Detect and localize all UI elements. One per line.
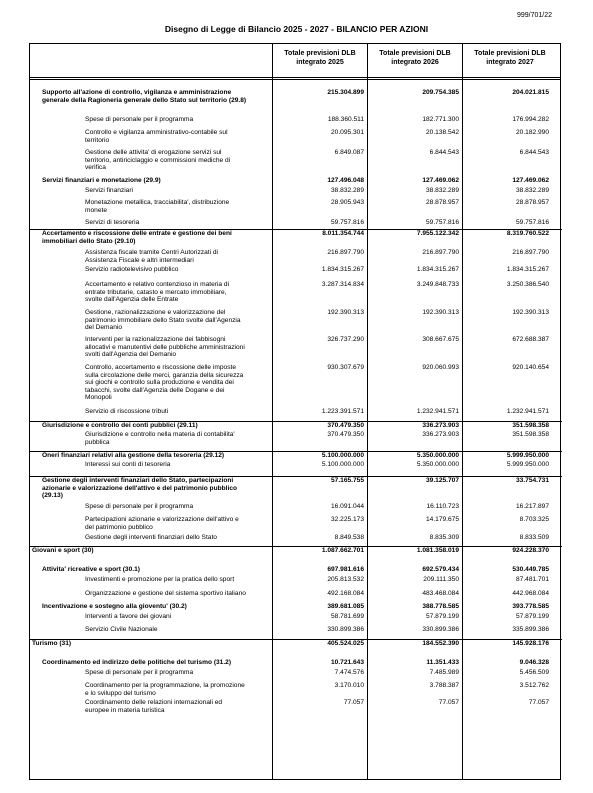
value-2026: 1.081.358.019 xyxy=(416,547,459,554)
value-2025: 5.100.000.000 xyxy=(321,461,364,468)
value-2027: 924.228.370 xyxy=(512,547,549,554)
value-2026: 192.390.313 xyxy=(422,309,459,316)
row-label: Spese di personale per il programma xyxy=(85,503,194,510)
row-label: Coordinamento delle relazioni internazionali ed europee in materia turistica xyxy=(85,699,223,714)
value-2025: 7.474.576 xyxy=(334,669,364,676)
document-code: 999/701/22 xyxy=(516,12,552,19)
row-label: Giurisdizione e controllo dei conti pubblici (29.11) xyxy=(42,422,198,429)
row-label: Attivita' ricreative e sport (30.1) xyxy=(42,566,140,573)
value-2025: 38.832.289 xyxy=(330,187,364,194)
value-2026: 184.552.390 xyxy=(422,640,459,647)
section-row xyxy=(30,476,562,500)
value-2025: 215.304.899 xyxy=(327,89,364,96)
row-label: Interessi sui conti di tesoreria xyxy=(85,461,171,468)
value-2026: 7.485.989 xyxy=(429,669,459,676)
row-label: Gestione delle attivita' di erogazione servizi sul territorio, antiriciclaggio e commissioni mediche di verifica xyxy=(85,149,231,172)
value-2027: 145.928.176 xyxy=(512,640,549,647)
value-2025: 127.496.048 xyxy=(327,177,364,184)
value-2025: 405.524.025 xyxy=(327,640,364,647)
value-2025: 370.479.350 xyxy=(327,422,364,429)
value-2026: 5.350.000.000 xyxy=(416,461,459,468)
value-2027: 16.217.897 xyxy=(515,503,549,510)
value-2027: 57.879.199 xyxy=(515,613,549,620)
value-2026: 3.249.848.733 xyxy=(416,281,459,288)
row-label: Accertamento e riscossione delle entrate e gestione dei beni immobiliari dello Stato (29.10) xyxy=(42,230,232,245)
value-2026: 8.835.309 xyxy=(429,534,459,541)
value-2025: 326.737.290 xyxy=(327,336,364,343)
section-row xyxy=(30,639,562,647)
row-label: Incentivazione e sostegno alla gioventu' (30.2) xyxy=(42,603,187,610)
value-2026: 330.899.386 xyxy=(422,626,459,633)
row-label: Giurisdizione e controllo nella materia di contabilita' pubblica xyxy=(85,431,235,446)
value-2026: 209.111.350 xyxy=(423,576,459,583)
value-2026: 57.879.199 xyxy=(425,613,459,620)
value-2027: 8.319.760.522 xyxy=(506,230,549,237)
row-label: Gestione degli interventi finanziari dello Stato, partecipazioni azionarie e valorizzazione dell'attivo e del patrimonio pubblico (29.13) xyxy=(42,477,238,500)
row-label: Organizzazione e gestione del sistema sportivo italiano xyxy=(85,590,246,597)
value-2027: 1.232.941.571 xyxy=(506,408,549,415)
column-header-2025: Totale previsioni DLB integrato 2025 xyxy=(284,50,356,66)
value-2026: 77.057 xyxy=(438,699,459,706)
value-2027: 1.834.315.267 xyxy=(506,266,549,273)
row-label: Investimenti e promozione per la pratica dello sport xyxy=(85,576,235,583)
row-label: Giovani e sport (30) xyxy=(32,547,94,554)
value-2026: 39.125.707 xyxy=(425,477,459,484)
value-2026: 38.832.289 xyxy=(425,187,459,194)
value-2025: 205.813.532 xyxy=(327,576,364,583)
value-2026: 388.778.585 xyxy=(422,603,459,610)
value-2027: 192.390.313 xyxy=(512,309,549,316)
value-2025: 58.781.699 xyxy=(330,613,364,620)
value-2027: 204.021.815 xyxy=(512,89,549,96)
value-2025: 1.223.391.571 xyxy=(321,408,364,415)
value-2027: 8.703.325 xyxy=(519,516,549,523)
row-label: Oneri finanziari relativi alla gestione della tesoreria (29.12) xyxy=(42,452,225,459)
value-2027: 176.994.282 xyxy=(512,116,549,123)
value-2026: 308.667.675 xyxy=(422,336,459,343)
row-label: Servizi di tesoreria xyxy=(85,219,140,226)
section-row xyxy=(30,421,562,429)
value-2027: 530.449.785 xyxy=(512,566,549,573)
value-2025: 188.360.511 xyxy=(327,116,364,123)
value-2025: 8.849.538 xyxy=(334,534,364,541)
value-2027: 216.897.790 xyxy=(512,249,549,256)
value-2026: 5.350.000.000 xyxy=(416,452,459,459)
row-label: Controllo e vigilanza amministrativo-contabile sul territorio xyxy=(85,129,228,144)
column-header-2026: Totale previsioni DLB integrato 2026 xyxy=(379,50,451,66)
value-2027: 87.481.701 xyxy=(515,576,549,583)
value-2026: 692.579.434 xyxy=(422,566,459,573)
column-header-2027: Totale previsioni DLB integrato 2027 xyxy=(474,50,546,66)
value-2025: 192.390.313 xyxy=(327,309,364,316)
value-2025: 3.287.314.834 xyxy=(321,281,364,288)
value-2027: 335.899.386 xyxy=(512,626,549,633)
value-2025: 930.307.679 xyxy=(327,364,364,371)
value-2026: 127.469.062 xyxy=(422,177,459,184)
value-2026: 1.232.941.571 xyxy=(416,408,459,415)
value-2025: 6.849.087 xyxy=(334,149,364,156)
row-label: Gestione, razionalizzazione e valorizzazione del patrimonio immobiliare dello Stato svolte dall'Agenzia del Demanio xyxy=(85,309,241,332)
value-2027: 20.182.990 xyxy=(515,129,549,136)
value-2025: 32.225.173 xyxy=(330,516,364,523)
value-2027: 77.057 xyxy=(528,699,549,706)
value-2025: 492.168.084 xyxy=(327,590,364,597)
row-label: Accertamento e relativo contenzioso in materia di entrate tributarie, catasto e mercato immobiliare, svolte dall'Agenzia delle Entrate xyxy=(85,281,230,304)
value-2025: 1.087.662.701 xyxy=(321,547,364,554)
value-2027: 5.999.950.000 xyxy=(506,461,549,468)
value-2027: 38.832.289 xyxy=(515,187,549,194)
value-2027: 672.688.387 xyxy=(512,336,549,343)
value-2027: 28.878.957 xyxy=(515,199,549,206)
value-2027: 33.754.731 xyxy=(515,477,549,484)
column-divider xyxy=(367,44,368,779)
value-2026: 216.897.790 xyxy=(422,249,459,256)
value-2025: 77.057 xyxy=(343,699,364,706)
value-2025: 16.091.044 xyxy=(330,503,364,510)
row-label: Partecipazioni azionarie e valorizzazione dell'attivo e del patrimonio pubblico xyxy=(85,516,239,531)
value-2025: 59.757.816 xyxy=(330,219,364,226)
value-2025: 28.905.943 xyxy=(330,199,364,206)
value-2025: 57.165.755 xyxy=(330,477,364,484)
row-label: Monetazione metallica, tracciabilita', distribuzione monete xyxy=(85,199,230,214)
section-row xyxy=(30,229,562,245)
value-2027: 6.844.543 xyxy=(519,149,549,156)
value-2027: 442.968.084 xyxy=(512,590,549,597)
value-2026: 3.788.387 xyxy=(429,682,459,689)
value-2025: 389.681.085 xyxy=(327,603,364,610)
value-2027: 9.046.328 xyxy=(519,659,549,666)
value-2027: 127.469.062 xyxy=(512,177,549,184)
value-2025: 330.899.386 xyxy=(327,626,364,633)
row-label: Spese di personale per il programma xyxy=(85,116,194,123)
row-label: Servizio radiotelevisivo pubblico xyxy=(85,266,179,273)
value-2026: 20.138.542 xyxy=(425,129,459,136)
value-2025: 697.981.616 xyxy=(327,566,364,573)
value-2026: 336.273.903 xyxy=(422,422,459,429)
value-2026: 1.834.315.267 xyxy=(416,266,459,273)
value-2026: 6.844.543 xyxy=(429,149,459,156)
page-title: Disegno di Legge di Bilancio 2025 - 2027 - BILANCIO PER AZIONI xyxy=(164,24,429,34)
column-divider xyxy=(272,44,273,779)
value-2027: 351.598.358 xyxy=(512,431,549,438)
value-2026: 182.771.300 xyxy=(422,116,459,123)
row-label: Assistenza fiscale tramite Centri Autorizzati di Assistenza Fiscale e altri intermediari xyxy=(85,249,219,264)
value-2026: 14.179.675 xyxy=(425,516,459,523)
value-2025: 8.011.354.744 xyxy=(322,230,364,237)
row-label: Interventi a favore dei giovani xyxy=(85,613,172,620)
row-label: Supporto all'azione di controllo, vigilanza e amministrazione generale della Ragioneria generale dello Stato sul territorio (29.8) xyxy=(42,89,247,104)
header-rule xyxy=(30,77,560,80)
row-label: Servizi finanziari e monetazione (29.9) xyxy=(42,177,161,184)
value-2027: 3.512.762 xyxy=(519,682,549,689)
value-2025: 20.095.301 xyxy=(330,129,364,136)
value-2026: 59.757.816 xyxy=(425,219,459,226)
value-2027: 351.598.358 xyxy=(512,422,549,429)
value-2027: 5.999.950.000 xyxy=(506,452,549,459)
row-label: Controllo, accertamento e riscossione delle imposte sulla circolazione delle merci, garanzia della sicurezza sui giochi e controllo sulla produzione e vendita dei tabacchi, svolte dall'Agenzia delle Dogane e dei Monopoli xyxy=(85,364,244,402)
value-2026: 920.060.993 xyxy=(422,364,459,371)
value-2025: 10.721.643 xyxy=(330,659,364,666)
value-2027: 3.250.386.540 xyxy=(506,281,549,288)
row-label: Spese di personale per il programma xyxy=(85,669,194,676)
value-2026: 7.955.122.342 xyxy=(416,230,459,237)
row-label: Servizio Civile Nazionale xyxy=(85,626,158,633)
value-2026: 16.110.723 xyxy=(426,503,459,510)
row-label: Coordinamento ed indirizzo delle politiche del turismo (31.2) xyxy=(42,659,232,666)
section-row xyxy=(30,546,562,554)
budget-table xyxy=(29,43,561,780)
value-2027: 8.833.509 xyxy=(519,534,549,541)
value-2027: 920.140.654 xyxy=(512,364,549,371)
value-2025: 216.897.790 xyxy=(327,249,364,256)
value-2026: 336.273.903 xyxy=(422,431,459,438)
value-2026: 483.468.084 xyxy=(422,590,459,597)
row-label: Servizio di riscossione tributi xyxy=(85,408,169,415)
value-2025: 5.100.000.000 xyxy=(321,452,364,459)
row-label: Servizi finanziari xyxy=(85,187,134,194)
column-divider xyxy=(462,44,463,779)
row-label: Coordinamento per la programmazione, la promozione e lo sviluppo del turismo xyxy=(85,682,245,697)
value-2027: 393.778.585 xyxy=(512,603,549,610)
value-2027: 5.456.509 xyxy=(519,669,549,676)
section-row xyxy=(30,451,562,459)
row-label: Gestione degli interventi finanziari dello Stato xyxy=(85,534,217,541)
value-2025: 1.834.315.267 xyxy=(321,266,364,273)
value-2026: 209.754.385 xyxy=(422,89,459,96)
row-label: Interventi per la razionalizzazione dei fabbisogni allocativi e manutentivi delle pubbliche amministrazioni svolti dall'Agenzia del Demanio xyxy=(85,336,245,359)
value-2026: 11.351.433 xyxy=(426,659,459,666)
value-2026: 28.878.957 xyxy=(425,199,459,206)
value-2025: 370.479.350 xyxy=(327,431,364,438)
value-2027: 59.757.816 xyxy=(515,219,549,226)
value-2025: 3.170.010 xyxy=(334,682,364,689)
row-label: Turismo (31) xyxy=(32,640,72,647)
